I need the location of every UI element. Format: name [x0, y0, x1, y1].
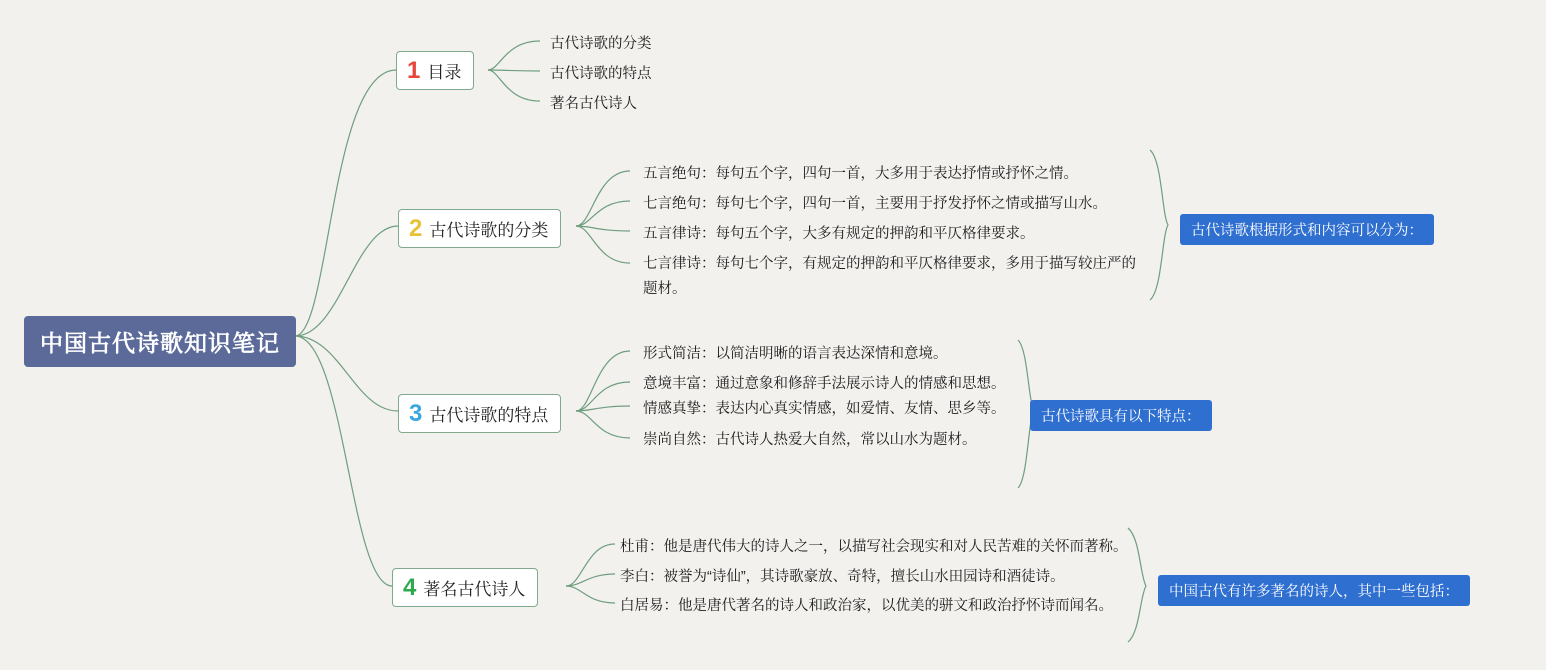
branch-number-3: 3: [409, 399, 423, 427]
note-branch-2[interactable]: 古代诗歌根据形式和内容可以分为：: [1180, 214, 1434, 245]
leaf-3-4[interactable]: 崇尚自然：古代诗人热爱大自然，常以山水为题材。: [643, 432, 977, 448]
leaf-4-2[interactable]: 李白：被誉为“诗仙”，其诗歌豪放、奇特，擅长山水田园诗和酒徒诗。: [620, 569, 1065, 585]
leaf-4-3[interactable]: 白居易：他是唐代著名的诗人和政治家，以优美的骈文和政治抒怀诗而闻名。: [620, 598, 1113, 614]
leaf-1-3[interactable]: 著名古代诗人: [550, 96, 637, 112]
root-label: 中国古代诗歌知识笔记: [40, 330, 280, 356]
branch-node-1[interactable]: [396, 51, 474, 90]
leaf-3-1[interactable]: 形式简洁：以简洁明晰的语言表达深情和意境。: [643, 346, 948, 362]
branch-label-1: 目录: [427, 63, 462, 82]
leaf-1-2[interactable]: 古代诗歌的特点: [550, 66, 652, 82]
leaf-2-3[interactable]: 五言律诗：每句五个字，大多有规定的押韵和平仄格律要求。: [643, 226, 1035, 242]
branch-number-1: 1: [407, 56, 421, 84]
leaf-2-4[interactable]: 七言律诗：每句七个字，有规定的押韵和平仄格律要求，多用于描写较庄严的题材。: [643, 256, 1136, 298]
leaf-2-2[interactable]: 七言绝句：每句七个字，四句一首，主要用于抒发抒怀之情或描写山水。: [643, 196, 1107, 212]
branch-label-4: 著名古代诗人: [423, 580, 526, 599]
branch-number-4: 4: [403, 573, 417, 601]
note-branch-3[interactable]: 古代诗歌具有以下特点：: [1030, 400, 1212, 431]
leaf-1-1[interactable]: 古代诗歌的分类: [550, 36, 652, 52]
branch-number-2: 2: [409, 214, 423, 242]
branch-node-2[interactable]: [398, 209, 561, 248]
leaf-4-1[interactable]: 杜甫：他是唐代伟大的诗人之一，以描写社会现实和对人民苦难的关怀而著称。: [620, 539, 1128, 555]
branch-node-3[interactable]: [398, 394, 561, 433]
branch-label-3: 古代诗歌的特点: [429, 406, 549, 425]
branch-node-4[interactable]: [392, 568, 538, 607]
branch-label-2: 古代诗歌的分类: [429, 221, 549, 240]
root-node[interactable]: [24, 316, 296, 367]
leaf-2-1[interactable]: 五言绝句：每句五个字，四句一首，大多用于表达抒情或抒怀之情。: [643, 166, 1078, 182]
leaf-3-2[interactable]: 意境丰富：通过意象和修辞手法展示诗人的情感和思想。: [643, 376, 1006, 392]
leaf-3-3[interactable]: 情感真挚：表达内心真实情感，如爱情、友情、思乡等。: [643, 401, 1006, 417]
note-branch-4[interactable]: 中国古代有许多著名的诗人，其中一些包括：: [1158, 575, 1470, 606]
